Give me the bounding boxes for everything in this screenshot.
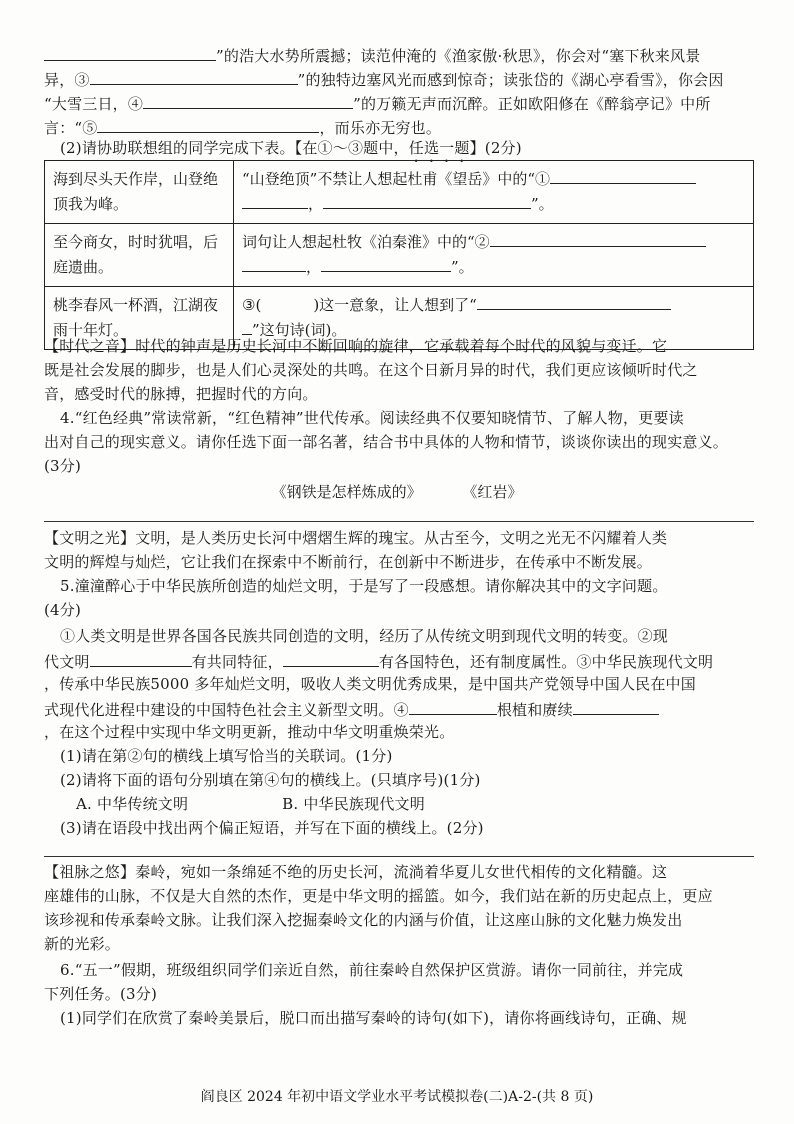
subquestion: (3)请在语段中找出两个偏正短语，并写在下面的横线上。(2分) <box>60 819 484 837</box>
answer-blank[interactable] <box>90 68 298 85</box>
answer-blank[interactable] <box>573 698 659 715</box>
option-b: B. 中华民族现代文明 <box>282 795 425 813</box>
root-section-line: 【祖脉之悠】秦岭，宛如一条绵延不绝的历史长河，流淌着华夏儿女世代相传的文化精髓。这 <box>44 863 668 881</box>
table-cell-quote: 至今商女，时时犹唱，后庭遗曲。 <box>45 224 234 287</box>
subquestion: (1)同学们在欣赏了秦岭美景后，脱口而出描写秦岭的诗句(如下)，请你将画线诗句，正确、规 <box>60 1009 687 1027</box>
answer-blank[interactable] <box>490 230 706 247</box>
passage-line: 代文明 有共同特征， 有各国特色，还有制度属性。③中华民族现代文明 <box>44 650 754 672</box>
table-cell-task: 词句让人想起杜牧《泊秦淮》中的“② ， ”。 <box>234 224 754 287</box>
answer-blank[interactable] <box>477 293 671 310</box>
table-cell-task: “山登绝顶”不禁让人想起杜甫《望岳》中的“① ， ”。 <box>234 161 754 224</box>
question-4-line: 出对自己的现实意义。请你任选下面一部名著，结合书中具体的人物和情节，谈谈你读出的现实意义。 <box>44 433 729 451</box>
time-section-line: 既是社会发展的脚步，也是人们心灵深处的共鸣。在这个日新月异的时代，我们更应该倾听时代之 <box>44 361 698 379</box>
page-footer: 阎良区 2024 年初中语文学业水平考试模拟卷(二)A-2-(共 8 页) <box>200 1089 594 1105</box>
table-cell-quote: 桃李春风一杯酒，江湖夜雨十年灯。 <box>45 287 234 350</box>
answer-blank[interactable] <box>90 650 192 667</box>
answer-blank[interactable] <box>242 318 252 335</box>
root-section-line: 该珍视和传承秦岭文脉。让我们深入挖掘秦岭文化的内涵与价值，让这座山脉的文化魅力焕发出 <box>44 911 683 929</box>
answer-blank[interactable] <box>323 192 531 209</box>
question-4-line: 4.“红色经典”常读常新，“红色精神”世代传承。阅读经典不仅要知晓情节、了解人物，更要读 <box>60 409 684 427</box>
civ-section-line: 文明的辉煌与灿烂，它让我们在探索中不断前行，在创新中不断进步，在传承中不断发展。 <box>44 553 653 571</box>
answer-blank[interactable] <box>242 192 308 209</box>
root-section-line: 新的光彩。 <box>44 935 121 953</box>
time-section-line: 音，感受时代的脉搏，把握时代的方向。 <box>44 385 318 403</box>
question-6-line: 6.“五一”假期，班级组织同学们亲近自然，前往秦岭自然保护区赏游。请你一同前往，并完成 <box>60 961 684 979</box>
civ-section-line: 【文明之光】文明，是人类历史长河中熠熠生辉的瑰宝。从古至今，文明之光无不闪耀着人类 <box>44 529 668 547</box>
answer-blank[interactable] <box>550 167 696 184</box>
answer-blank[interactable] <box>409 698 497 715</box>
answer-blank[interactable] <box>143 92 353 109</box>
question-6-line: 下列任务。(3分) <box>44 985 158 1003</box>
association-table <box>44 160 754 350</box>
section-divider <box>44 521 754 522</box>
answer-blank[interactable] <box>242 255 306 272</box>
option-row <box>76 794 786 814</box>
answer-blank[interactable] <box>321 255 451 272</box>
intro-line-4: 言：“⑤ ，而乐亦无穷也。 <box>44 116 754 138</box>
time-section-line: 【时代之音】时代的钟声是历史长河中不断回响的旋律，它承载着每个时代的风貌与变迁。它 <box>44 337 668 355</box>
answer-blank[interactable] <box>97 116 319 133</box>
table-cell-quote: 海到尽头天作岸，山登绝顶我为峰。 <box>45 161 234 224</box>
table-row <box>45 161 754 224</box>
book-options <box>0 481 794 502</box>
subquestion: (2)请将下面的语句分别填在第④句的横线上。(只填序号)(1分) <box>60 771 481 789</box>
book-option[interactable]: 《红岩》 <box>462 483 523 501</box>
intro-line-1: ”的浩大水势所震撼；读范仲淹的《渔家傲·秋思》，你会对“塞下秋来风景 <box>44 44 754 66</box>
root-section-line: 座雄伟的山脉，不仅是大自然的杰作，更是中华文明的摇篮。如今，我们站在新的历史起点上，更应 <box>44 887 713 905</box>
table-cell-task: ③( )这一意象，让人想到了“ ”这句诗(词)。 <box>234 287 754 350</box>
question-5-line: 5.潼潼醉心于中华民族所创造的灿烂文明，于是写了一段感想。请你解决其中的文字问题。 <box>60 577 668 595</box>
option-a: A. 中华传统文明 <box>76 795 189 813</box>
book-option[interactable]: 《钢铁是怎样炼成的》 <box>271 483 422 501</box>
passage-line: ，在这个过程中实现中华文明更新，推动中华文明重焕荣光。 <box>44 723 455 741</box>
question-2-prompt: (2)请协助联想组的同学完成下表。【在①～③题中，任选一题】(2分) <box>60 139 522 157</box>
table-row <box>45 224 754 287</box>
subquestion: (1)请在第②句的横线上填写恰当的关联词。(1分) <box>60 747 393 765</box>
answer-blank[interactable] <box>283 650 379 667</box>
intro-line-3: “大雪三日，④ ”的万籁无声而沉醉。正如欧阳修在《醉翁亭记》中所 <box>44 92 754 114</box>
passage-line: ，传承中华民族5000 多年灿烂文明，吸收人类文明优秀成果，是中国共产党领导中国人民在中国 <box>44 675 696 693</box>
answer-blank[interactable] <box>44 44 216 61</box>
question-5-line: (4分) <box>44 601 82 619</box>
question-4-line: (3分) <box>44 457 82 475</box>
passage-line: 式现代化进程中建设的中国特色社会主义新型文明。④ 根植和赓续 <box>44 698 754 720</box>
answer-line[interactable] <box>44 856 754 857</box>
intro-line-2: 异，③ ”的独特边塞风光而感到惊奇；读张岱的《湖心亭看雪》，你会因 <box>44 68 754 90</box>
passage-line: ①人类文明是世界各国各民族共同创造的文明，经历了从传统文明到现代文明的转变。②现 <box>60 627 669 645</box>
